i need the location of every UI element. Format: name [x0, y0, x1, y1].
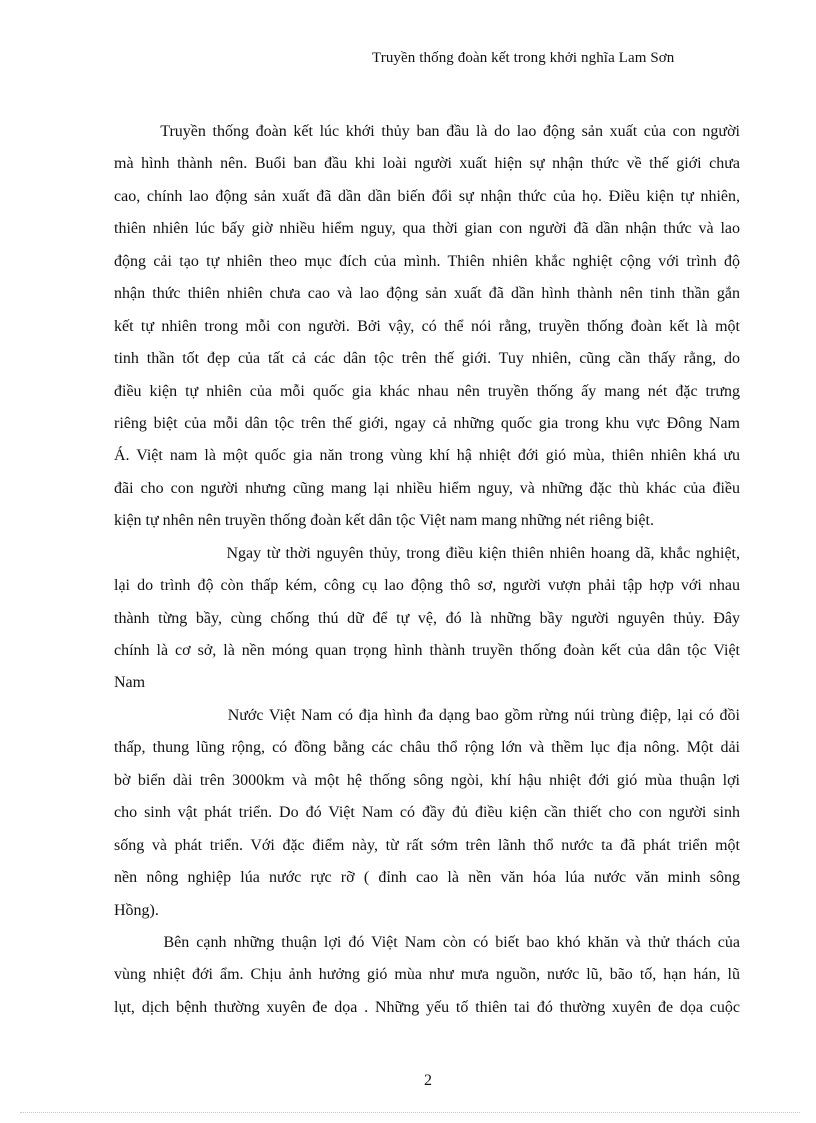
- text-line: lại do trình độ còn thấp kém, công cụ lao động thô sơ, người vượn phải tập hợp với nhau: [114, 577, 740, 595]
- text-line: thành từng bầy, cùng chống thú dữ để tự vệ, đó là những bầy người nguyên thủy. Đây: [114, 609, 740, 627]
- text-line: Truyền thống đoàn kết lúc khới thủy ban đầu là do lao động sản xuất của con người: [114, 123, 740, 140]
- text-line: Ngay từ thời nguyên thủy, trong điều kiện thiên nhiên hoang dã, khắc nghiệt,: [114, 544, 740, 562]
- text-line: Bên cạnh những thuận lợi đó Việt Nam còn có biết bao khó khăn và thử thách của: [114, 933, 740, 951]
- text-line: thấp, thung lũng rộng, có đồng bằng các châu thổ rộng lớn và thềm lục địa nông. Một dải: [114, 739, 740, 757]
- text-line: kiện tự nhên nên truyền thống đoàn kết dân tộc Việt nam mang những nét riêng biệt.: [114, 512, 654, 530]
- text-line: mà hình thành nên. Buổi ban đầu khi loài người xuất hiện sự nhận thức về thế giới chưa: [114, 155, 740, 173]
- page-number: 2: [424, 1072, 432, 1089]
- text-line: chính là cơ sở, là nền móng quan trọng hình thành truyền thống đoàn kết của dân tộc Việt: [114, 642, 740, 659]
- text-line: nền nông nghiệp lúa nước rực rỡ ( đỉnh cao là nền văn hóa lúa nước văn minh sông: [114, 869, 740, 887]
- text-line: bờ biển dài trên 3000km và một hệ thống sông ngòi, khí hậu nhiệt đới gió mùa thuận lợi: [114, 771, 740, 789]
- page-divider: [20, 1112, 800, 1113]
- text-line: sống và phát triển. Với đặc điểm này, từ rất sớm trên lãnh thổ nước ta đã phát triển một: [114, 836, 740, 854]
- text-line: kết tự nhiên trong mỗi con người. Bởi vậy, có thể nói rằng, truyền thống đoàn kết là một: [114, 317, 740, 335]
- text-line: nhận thức thiên nhiên chưa cao và lao động sản xuất đã dần hình thành nên tinh thần gắn: [114, 285, 740, 303]
- document-body: [114, 116, 740, 1024]
- text-line: lụt, dịch bệnh thường xuyên đe dọa . Những yếu tố thiên tai đó thường xuyên đe dọa cuộc: [114, 998, 740, 1016]
- text-line: điều kiện tự nhiên của mỗi quốc gia khác nhau nên truyền thống ấy mang nét đặc trưng: [114, 382, 740, 400]
- text-line: cho sinh vật phát triển. Do đó Việt Nam có đầy đủ điều kiện cần thiết cho con người sinh: [114, 804, 740, 822]
- text-line: đãi cho con người nhưng cũng mang lại nhiều hiểm nguy, và những đặc thù khác của điều: [114, 479, 740, 497]
- text-line: động cải tạo tự nhiên theo mục đích của mình. Thiên nhiên khắc nghiệt cộng với trình độ: [114, 252, 740, 270]
- paragraph-2: [114, 538, 740, 700]
- paragraph-4: [114, 927, 740, 1024]
- text-line: Nước Việt Nam có địa hình đa dạng bao gồm rừng núi trùng điệp, lại có đồi: [114, 706, 740, 724]
- paragraph-1: [114, 116, 740, 538]
- text-line: cao, chính lao động sản xuất đã dần dần biến đổi sự nhận thức của họ. Điều kiện tự nhiên,: [114, 187, 740, 205]
- text-line: tinh thần tốt đẹp của tất cả các dân tộc trên thế giới. Tuy nhiên, cũng cần thấy rằng, do: [114, 350, 740, 368]
- paragraph-3: [114, 700, 740, 927]
- text-line: Nam: [114, 674, 146, 692]
- text-line: Á. Việt nam là một quốc gia năn trong vùng khí hậ nhiệt đới gió mùa, thiên nhiên khá ưu: [114, 447, 740, 465]
- text-line: vùng nhiệt đới ẩm. Chịu ảnh hưởng gió mùa như mưa nguồn, nước lũ, bão tố, hạn hán, lũ: [114, 966, 740, 984]
- running-header: Truyền thống đoàn kết trong khởi nghĩa Lam Sơn: [372, 50, 675, 66]
- text-line: riêng biệt của mỗi dân tộc trên thế giới, ngay cả những quốc gia trong khu vực Đông Nam: [114, 414, 740, 432]
- text-line: Hồng).: [114, 901, 159, 919]
- text-line: thiên nhiên lúc bấy giờ nhiều hiểm nguy, qua thời gian con người đã dần nhận thức và lao: [114, 220, 740, 238]
